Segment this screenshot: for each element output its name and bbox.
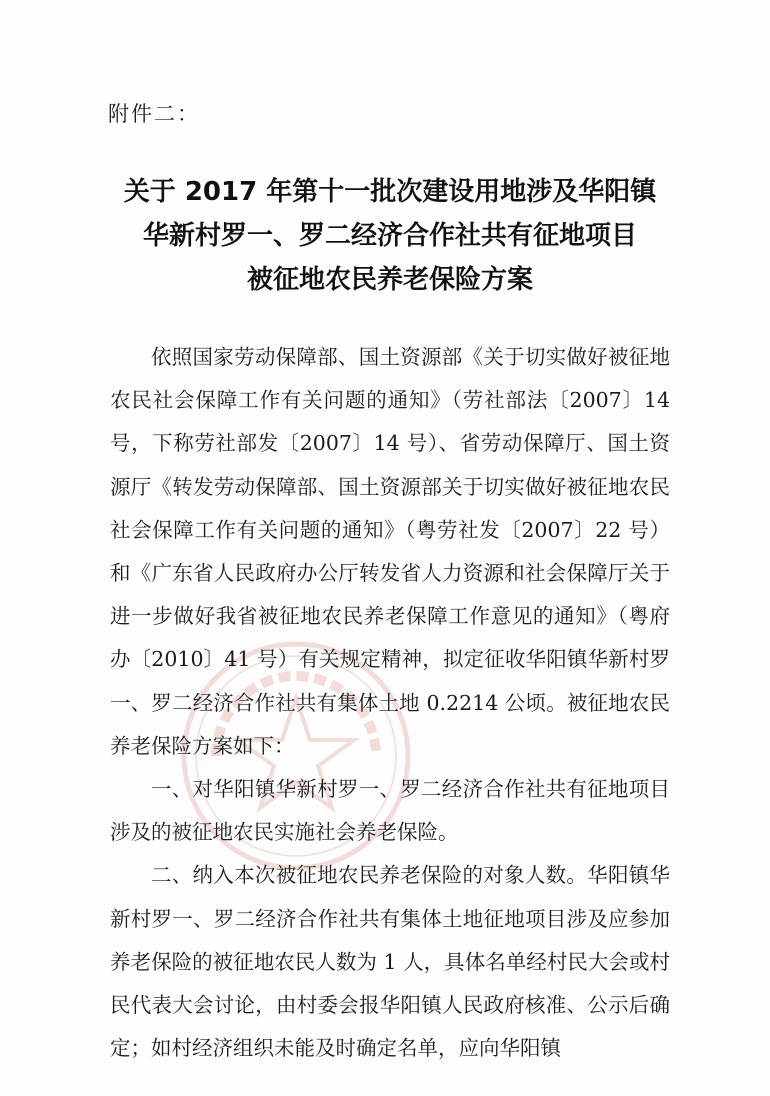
document-body: [110, 336, 670, 1070]
body-paragraph-1: 依照国家劳动保障部、国土资源部《关于切实做好被征地农民社会保障工作有关问题的通知》（劳社部法〔2007〕14号，下称劳社部发〔2007〕14 号）、省劳动保障厅、国土资源厅《转发劳动保障部、国土资源部关于切实做好被征地农民社会保障工作有关问题的通知》（粤劳社发〔2007〕22 号）和《广东省人民政府办公厅转发省人力资源和社会保障厅关于进一步做好我省被征地农民养老保障工作意见的通知》（粤府办〔2010〕41 号）有关规定精神，拟定征收华阳镇华新村罗一、罗二经济合作社共有集体土地 0.2214 公顷。被征地农民养老保险方案如下：: [110, 345, 670, 758]
body-paragraph-2: 一、对华阳镇华新村罗一、罗二经济合作社共有征地项目涉及的被征地农民实施社会养老保险。: [110, 777, 670, 845]
attachment-label: 附件二：: [108, 102, 200, 126]
body-paragraph-3: 二、纳入本次被征地农民养老保险的对象人数。华阳镇华新村罗一、罗二经济合作社共有集体土地征地项目涉及应参加养老保险的被征地农民人数为 1 人，具体名单经村民大会或村民代表大会讨论，由村委会报华阳镇人民政府核准、公示后确定；如村经济组织未能及时确定名单，应向华阳镇: [110, 863, 670, 1061]
title-line-2: 华新村罗一、罗二经济合作社共有征地项目: [142, 221, 637, 251]
document-title: [90, 170, 690, 302]
title-line-1: 关于 2017 年第十一批次建设用地涉及华阳镇: [123, 177, 657, 207]
title-line-3: 被征地农民养老保险方案: [246, 265, 533, 295]
